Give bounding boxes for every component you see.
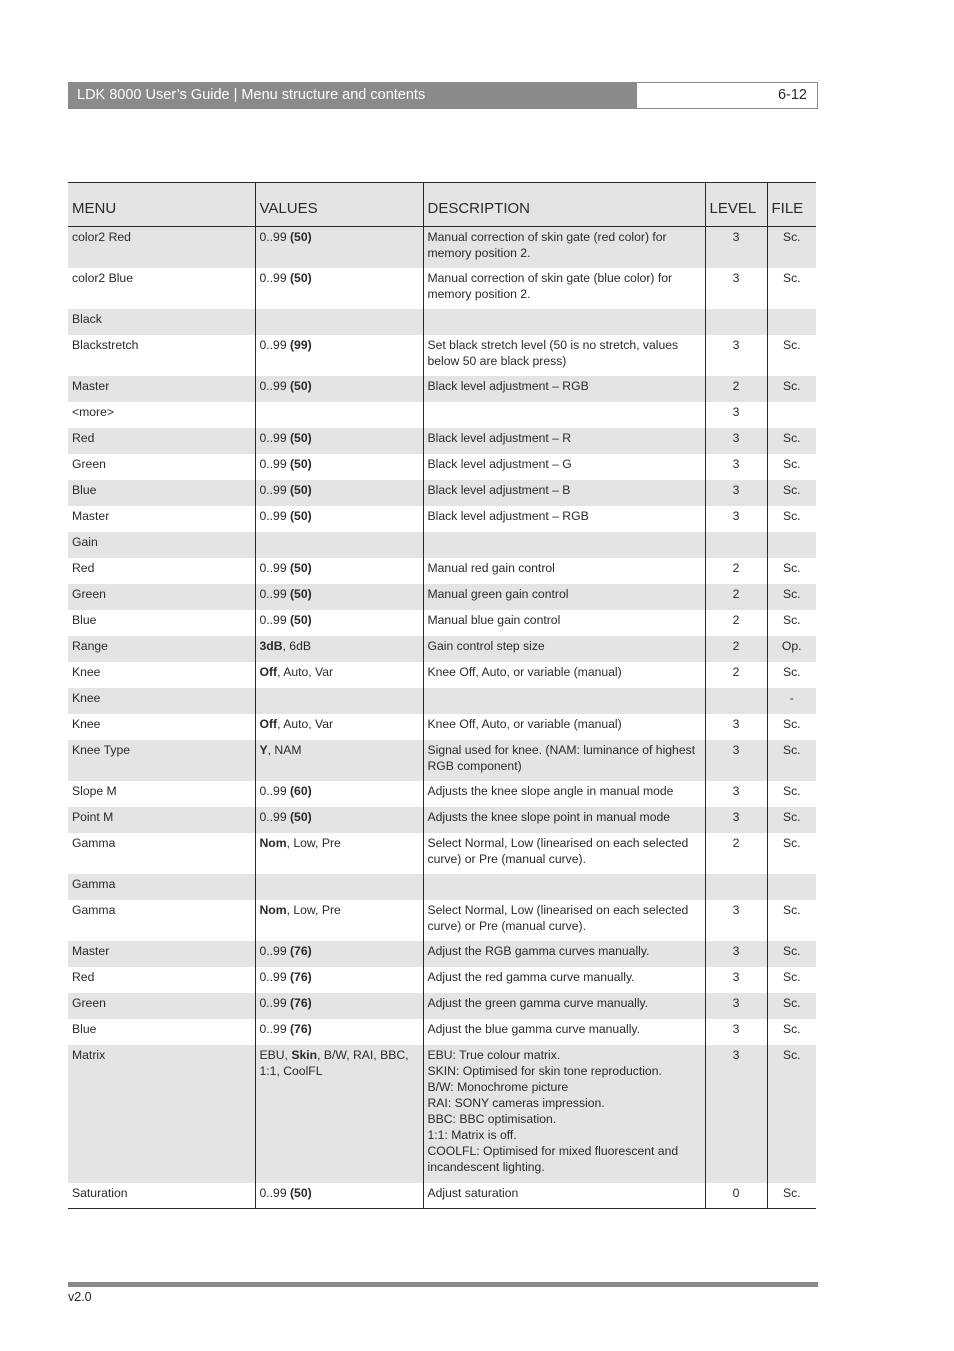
menu-cell: Saturation [72,1185,128,1200]
level-cell: 3 [705,941,767,967]
level-cell: 3 [705,1045,767,1183]
file-cell [767,532,816,558]
description-cell [423,309,705,335]
menu-cell: Gain [68,532,255,558]
menu-cell: Gamma [72,835,116,850]
table-row [68,335,816,376]
values-cell: 0..99 (50) [255,428,423,454]
values-cell: Nom, Low, Pre [255,833,423,874]
level-cell [705,688,767,714]
table-row [68,662,816,688]
level-cell: 2 [705,636,767,662]
file-cell: - [767,688,816,714]
level-cell: 3 [705,740,767,781]
level-cell: 3 [705,227,767,268]
table-header-row [68,183,816,227]
level-cell: 2 [705,376,767,402]
table-row [68,967,816,993]
description-cell: Manual green gain control [423,584,705,610]
file-cell [767,309,816,335]
table-row [68,874,816,900]
values-cell: 0..99 (50) [255,376,423,402]
values-cell: 0..99 (76) [255,993,423,1019]
menu-cell: Gamma [72,902,116,917]
table-row [68,610,816,636]
menu-cell: Green [68,993,255,1019]
table-row [68,1045,816,1183]
table-row [68,558,816,584]
file-cell: Sc. [767,662,816,688]
level-cell: 2 [705,558,767,584]
table-body [68,227,816,1209]
table-row [68,268,816,309]
file-cell: Sc. [767,714,816,740]
values-cell: Off, Auto, Var [255,662,423,688]
values-cell: Y, NAM [255,740,423,781]
values-cell [255,874,423,900]
menu-cell: color2 Red [68,227,255,268]
table-row [68,584,816,610]
menu-cell: Green [68,584,255,610]
file-cell: Sc. [767,335,816,376]
description-cell [423,402,705,428]
file-cell: Sc. [767,227,816,268]
values-cell: Nom, Low, Pre [255,900,423,941]
file-cell: Sc. [767,558,816,584]
values-cell: 0..99 (99) [255,335,423,376]
level-cell: 3 [705,268,767,309]
description-cell: Adjusts the knee slope point in manual mode [423,807,705,833]
file-cell: Sc. [767,480,816,506]
description-cell: Adjust saturation [423,1183,705,1209]
file-cell: Sc. [767,428,816,454]
level-cell [705,874,767,900]
values-cell: 0..99 (50) [255,480,423,506]
description-cell: Signal used for knee. (NAM: luminance of highest RGB component) [423,740,705,781]
file-cell: Sc. [767,584,816,610]
level-cell: 2 [705,584,767,610]
column-header-values: VALUES [255,183,423,227]
level-cell: 3 [705,480,767,506]
file-cell: Sc. [767,610,816,636]
menu-cell: Blackstretch [72,337,139,352]
table-row [68,227,816,268]
values-cell: 0..99 (50) [255,268,423,309]
file-cell: Sc. [767,967,816,993]
description-cell: Black level adjustment – RGB [423,506,705,532]
values-cell: 0..99 (50) [255,610,423,636]
values-cell [255,309,423,335]
level-cell: 2 [705,662,767,688]
table-row [68,833,816,874]
description-cell: Select Normal, Low (linearised on each selected curve) or Pre (manual curve). [423,900,705,941]
description-cell: Manual correction of skin gate (red color) for memory position 2. [423,227,705,268]
level-cell: 3 [705,807,767,833]
menu-cell: Master [68,941,255,967]
table-row [68,807,816,833]
description-cell: Gain control step size [423,636,705,662]
table-row [68,402,816,428]
description-cell [423,688,705,714]
description-cell [423,874,705,900]
table-row [68,480,816,506]
menu-table [68,182,816,1209]
level-cell [705,532,767,558]
level-cell: 3 [705,1019,767,1045]
file-cell: Sc. [767,993,816,1019]
column-header-level: LEVEL [705,183,767,227]
file-cell: Op. [767,636,816,662]
table-row [68,506,816,532]
menu-cell: Red [72,969,95,984]
file-cell: Sc. [767,268,816,309]
description-cell: Manual blue gain control [423,610,705,636]
table-row [68,740,816,781]
description-cell: Manual correction of skin gate (blue color) for memory position 2. [423,268,705,309]
values-cell [255,532,423,558]
menu-cell: <more> [72,404,115,419]
menu-cell: Knee Type [68,740,255,781]
description-cell: Adjust the red gamma curve manually. [423,967,705,993]
menu-cell: Gamma [68,874,255,900]
file-cell: Sc. [767,740,816,781]
description-cell: Black level adjustment – G [423,454,705,480]
file-cell: Sc. [767,454,816,480]
footer-rule [68,1282,818,1287]
column-header-file: FILE [767,183,816,227]
level-cell: 3 [705,506,767,532]
values-cell: 0..99 (76) [255,967,423,993]
description-cell: Set black stretch level (50 is no stretch, values below 50 are black press) [423,335,705,376]
values-cell: 0..99 (76) [255,941,423,967]
level-cell: 3 [705,335,767,376]
values-cell: 0..99 (50) [255,454,423,480]
file-cell [767,874,816,900]
table-row [68,993,816,1019]
file-cell: Sc. [767,833,816,874]
level-cell: 3 [705,454,767,480]
menu-cell: Range [68,636,255,662]
table-row [68,688,816,714]
values-cell: 0..99 (50) [255,558,423,584]
description-cell: Adjusts the knee slope angle in manual mode [423,781,705,807]
menu-cell: Master [68,376,255,402]
description-cell: Adjust the green gamma curve manually. [423,993,705,1019]
description-cell [423,532,705,558]
file-cell: Sc. [767,506,816,532]
values-cell: Off, Auto, Var [255,714,423,740]
table-row [68,941,816,967]
values-cell: 0..99 (50) [255,506,423,532]
values-cell: EBU, Skin, B/W, RAI, BBC, 1:1, CoolFL [255,1045,423,1183]
values-cell: 0..99 (76) [255,1019,423,1045]
description-cell: Adjust the blue gamma curve manually. [423,1019,705,1045]
level-cell: 3 [705,402,767,428]
level-cell: 2 [705,610,767,636]
file-cell: Sc. [767,1045,816,1183]
menu-cell: Black [68,309,255,335]
table-row [68,781,816,807]
menu-cell: Knee [72,716,101,731]
description-cell: Knee Off, Auto, or variable (manual) [423,714,705,740]
column-header-description: DESCRIPTION [423,183,705,227]
menu-cell: Point M [68,807,255,833]
table-row [68,636,816,662]
document-title: LDK 8000 User’s Guide | Menu structure and contents [68,82,636,109]
level-cell: 0 [705,1183,767,1209]
level-cell: 3 [705,993,767,1019]
menu-cell: Blue [68,480,255,506]
description-cell: EBU: True colour matrix. SKIN: Optimised for skin tone reproduction. B/W: Monochrome picture RAI: SONY cameras impression. BBC: BBC optimisation. 1:1: Matrix is off. COOLFL: Optimised for mixed fluorescent and incandescent lighting. [423,1045,705,1183]
page-number: 6-12 [636,82,818,109]
values-cell: 0..99 (50) [255,807,423,833]
level-cell: 3 [705,967,767,993]
level-cell: 3 [705,781,767,807]
menu-cell: Blue [72,612,97,627]
values-cell: 3dB, 6dB [255,636,423,662]
menu-cell: Red [68,428,255,454]
file-cell: Sc. [767,807,816,833]
description-cell: Select Normal, Low (linearised on each selected curve) or Pre (manual curve). [423,833,705,874]
table-row [68,428,816,454]
values-cell: 0..99 (50) [255,1183,423,1209]
table-row [68,309,816,335]
file-cell: Sc. [767,900,816,941]
menu-cell: Slope M [72,783,117,798]
description-cell: Black level adjustment – R [423,428,705,454]
values-cell [255,688,423,714]
level-cell: 3 [705,900,767,941]
description-cell: Black level adjustment – B [423,480,705,506]
file-cell: Sc. [767,1019,816,1045]
file-cell: Sc. [767,1183,816,1209]
values-cell: 0..99 (60) [255,781,423,807]
description-cell: Knee Off, Auto, or variable (manual) [423,662,705,688]
page-header [68,82,818,109]
description-cell: Adjust the RGB gamma curves manually. [423,941,705,967]
description-cell: Black level adjustment – RGB [423,376,705,402]
table-row [68,454,816,480]
table-row [68,714,816,740]
menu-cell: Blue [72,1021,97,1036]
file-cell: Sc. [767,376,816,402]
menu-cell: Red [72,560,95,575]
menu-cell: Master [72,508,110,523]
column-header-menu: MENU [68,183,255,227]
description-cell: Manual red gain control [423,558,705,584]
level-cell: 3 [705,428,767,454]
menu-cell: Green [72,456,106,471]
menu-cell: Matrix [68,1045,255,1183]
document-version: v2.0 [68,1290,92,1304]
table-row [68,532,816,558]
level-cell: 3 [705,714,767,740]
table-row [68,1019,816,1045]
table-row [68,376,816,402]
table-row [68,900,816,941]
file-cell: Sc. [767,781,816,807]
values-cell [255,402,423,428]
values-cell: 0..99 (50) [255,584,423,610]
level-cell [705,309,767,335]
file-cell [767,402,816,428]
menu-cell: Knee [72,664,101,679]
table-row [68,1183,816,1209]
menu-cell: color2 Blue [72,270,133,285]
menu-cell: Knee [68,688,255,714]
level-cell: 2 [705,833,767,874]
values-cell: 0..99 (50) [255,227,423,268]
file-cell: Sc. [767,941,816,967]
